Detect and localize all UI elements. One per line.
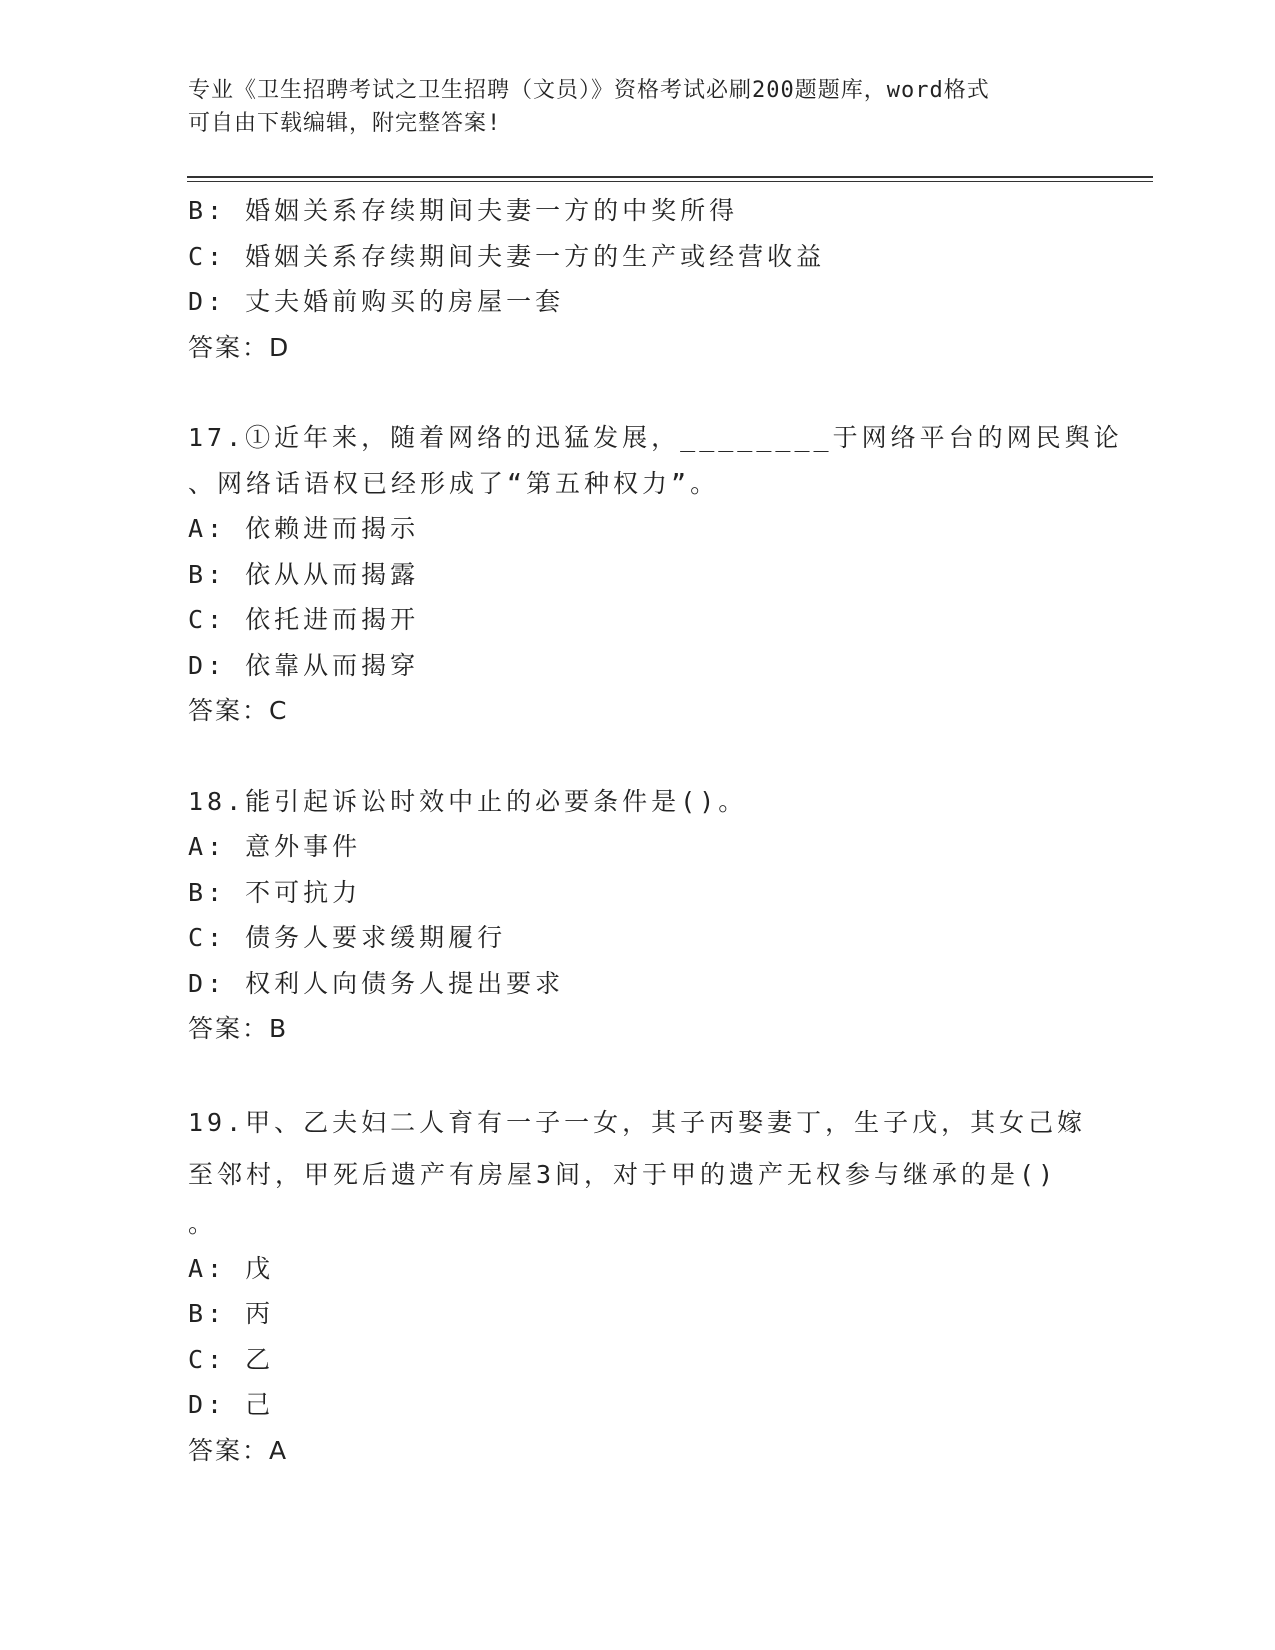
option-c: C: 乙	[188, 1344, 275, 1374]
answer-line: 答案：B	[188, 1014, 289, 1043]
option-a: A: 戊	[188, 1253, 275, 1283]
option-b: B: 不可抗力	[188, 877, 362, 907]
answer-line: 答案：D	[188, 332, 291, 362]
option-a: A: 意外事件	[188, 832, 362, 861]
option-d: D: 丈夫婚前购买的房屋一套	[188, 287, 565, 316]
prev-question-block	[188, 188, 1088, 370]
option-b: B: 婚姻关系存续期间夫妻一方的中奖所得	[188, 196, 739, 225]
question-text: 19.甲、乙夫妇二人育有一子一女，其子丙娶妻丁，生子戊，其女己嫁	[188, 1107, 1087, 1137]
question-text: 至邻村，甲死后遗产有房屋3间，对于甲的遗产无权参与继承的是()	[188, 1159, 1058, 1189]
spacer	[188, 734, 1088, 779]
question-17	[188, 415, 1123, 734]
question-text: 17.①近年来，随着网络的迅猛发展，________于网络平台的网民舆论	[188, 423, 1123, 452]
question-18	[188, 779, 1088, 1052]
question-text: 18.能引起诉讼时效中止的必要条件是()。	[188, 786, 748, 816]
option-d: D: 权利人向债务人提出要求	[188, 968, 565, 998]
answer-line: 答案：A	[188, 1435, 289, 1465]
option-a: A: 依赖进而揭示	[188, 514, 420, 543]
answer-line: 答案：C	[188, 696, 289, 725]
question-19	[188, 1097, 1088, 1474]
header-line-1: 专业《卫生招聘考试之卫生招聘（文员）》资格考试必刷200题题库，word格式	[188, 78, 990, 103]
option-b: B: 丙	[188, 1299, 275, 1328]
header-line-2: 可自由下载编辑，附完整答案!	[188, 111, 502, 136]
spacer	[188, 370, 1088, 415]
option-c: C: 债务人要求缓期履行	[188, 923, 507, 952]
option-c: C: 婚姻关系存续期间夫妻一方的生产或经营收益	[188, 241, 826, 271]
option-c: C: 依托进而揭开	[188, 605, 420, 634]
question-text: 、网络话语权已经形成了“第五种权力”。	[188, 468, 720, 498]
header-rule-thin	[187, 181, 1153, 182]
document-header	[188, 74, 1088, 140]
header-rule-thick	[187, 176, 1153, 178]
question-content	[188, 188, 1123, 1473]
option-d: D: 己	[188, 1390, 275, 1419]
question-text: 。	[188, 1208, 218, 1238]
spacer	[188, 1052, 1088, 1097]
option-b: B: 依从从而揭露	[188, 559, 420, 589]
option-d: D: 依靠从而揭穿	[188, 650, 420, 680]
